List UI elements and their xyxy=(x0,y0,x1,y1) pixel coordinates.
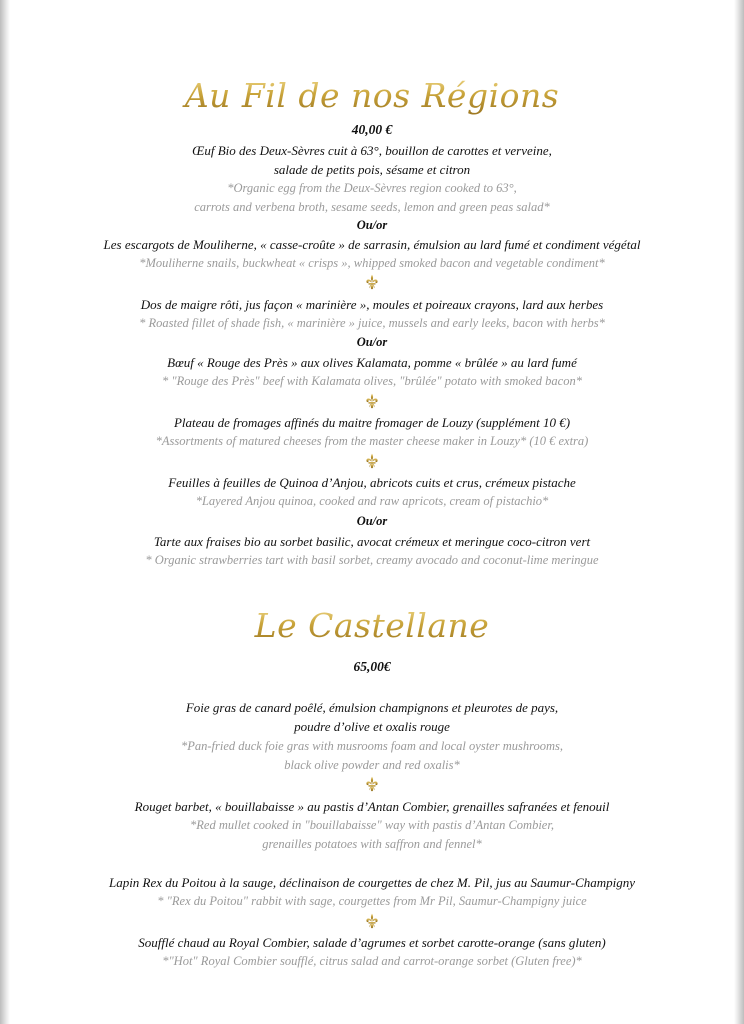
fleur-de-lis-icon xyxy=(364,274,380,290)
menu2-fish-en-line1: *Red mullet cooked in "bouillabaisse" way with pastis d’Antan Combier, xyxy=(190,818,554,832)
menu1-dessert2-fr: Tarte aux fraises bio au sorbet basilic, avocat crémeux et meringue coco-citron vert xyxy=(153,534,591,549)
menu1-separator-1: Ou/or xyxy=(356,218,388,232)
menu1-starter1-en-line1: *Organic egg from the Deux-Sèvres region cooked to 63°, xyxy=(227,181,517,195)
menu1-starter1-fr-line2: salade de petits pois, sésame et citron xyxy=(273,162,471,177)
menu1-dessert1-fr: Feuilles à feuilles de Quinoa d’Anjou, abricots cuits et crus, crémeux pistache xyxy=(168,475,576,490)
menu1-starter1-fr-line1: Œuf Bio des Deux-Sèvres cuit à 63°, bouillon de carottes et verveine, xyxy=(192,143,552,158)
menu1-price: 40,00 € xyxy=(351,122,393,137)
menu2-dessert-fr: Soufflé chaud au Royal Combier, salade d’agrumes et sorbet carotte-orange (sans gluten) xyxy=(138,935,606,950)
menu1-dessert2-en: * Organic strawberries tart with basil sorbet, creamy avocado and coconut-lime meringue xyxy=(145,553,599,567)
menu1-starter2-fr: Les escargots de Mouliherne, « casse-croûte » de sarrasin, émulsion au lard fumé et condiment végétal xyxy=(103,237,641,252)
fleur-de-lis-icon xyxy=(364,393,380,409)
page-shadow-left xyxy=(0,0,10,1024)
menu1-starter1-en-line2: carrots and verbena broth, sesame seeds, lemon and green peas salad* xyxy=(194,200,550,214)
menu2-meat-en: * "Rex du Poitou" rabbit with sage, courgettes from Mr Pil, Saumur-Champigny juice xyxy=(157,894,587,908)
fleur-de-lis-icon xyxy=(364,776,380,792)
menu2-starter-fr-line1: Foie gras de canard poêlé, émulsion champignons et pleurotes de pays, xyxy=(185,700,559,715)
menu1-separator-3: Ou/or xyxy=(356,514,388,528)
menu1-cheese-fr: Plateau de fromages affinés du maitre fromager de Louzy (supplément 10 €) xyxy=(173,415,571,430)
menu1-cheese-en: *Assortments of matured cheeses from the master cheese maker in Louzy* (10 € extra) xyxy=(155,434,589,448)
menu2-price: 65,00€ xyxy=(353,659,391,674)
page-shadow-right xyxy=(734,0,744,1024)
menu1-dessert1-en: *Layered Anjou quinoa, cooked and raw apricots, cream of pistachio* xyxy=(195,494,549,508)
menu1-starter2-en: *Mouliherne snails, buckwheat « crisps », whipped smoked bacon and vegetable condiment* xyxy=(139,256,605,270)
menu1-separator-2: Ou/or xyxy=(356,335,388,349)
menu-page xyxy=(10,0,734,1024)
menu2-title: Le Castellane xyxy=(10,606,734,646)
menu1-main1-en: * Roasted fillet of shade fish, « marinière » juice, mussels and early leeks, bacon with herbs* xyxy=(139,316,605,330)
menu1-title: Au Fil de nos Régions xyxy=(10,76,734,116)
fleur-de-lis-icon xyxy=(364,913,380,929)
menu1-main2-en: * "Rouge des Près" beef with Kalamata olives, "brûlée" potato with smoked bacon* xyxy=(162,374,582,388)
menu1-main2-fr: Bœuf « Rouge des Près » aux olives Kalamata, pomme « brûlée » au lard fumé xyxy=(167,355,577,370)
menu2-starter-fr-line2: poudre d’olive et oxalis rouge xyxy=(294,719,450,734)
menu2-meat-fr: Lapin Rex du Poitou à la sauge, déclinaison de courgettes de chez M. Pil, jus au Saumur-Champigny xyxy=(108,875,636,890)
menu2-dessert-en: *"Hot" Royal Combier soufflé, citrus salad and carrot-orange sorbet (Gluten free)* xyxy=(162,954,582,968)
fleur-de-lis-icon xyxy=(364,453,380,469)
menu2-fish-fr: Rouget barbet, « bouillabaisse » au pastis d’Antan Combier, grenailles safranées et fenouil xyxy=(134,799,610,814)
menu2-starter-en-line1: *Pan-fried duck foie gras with musrooms foam and local oyster mushrooms, xyxy=(180,739,564,753)
menu2-fish-en-line2: grenailles potatoes with saffron and fennel* xyxy=(262,837,482,851)
menu2-starter-en-line2: black olive powder and red oxalis* xyxy=(284,758,460,772)
menu1-main1-fr: Dos de maigre rôti, jus façon « marinière », moules et poireaux crayons, lard aux herbes xyxy=(140,297,604,312)
